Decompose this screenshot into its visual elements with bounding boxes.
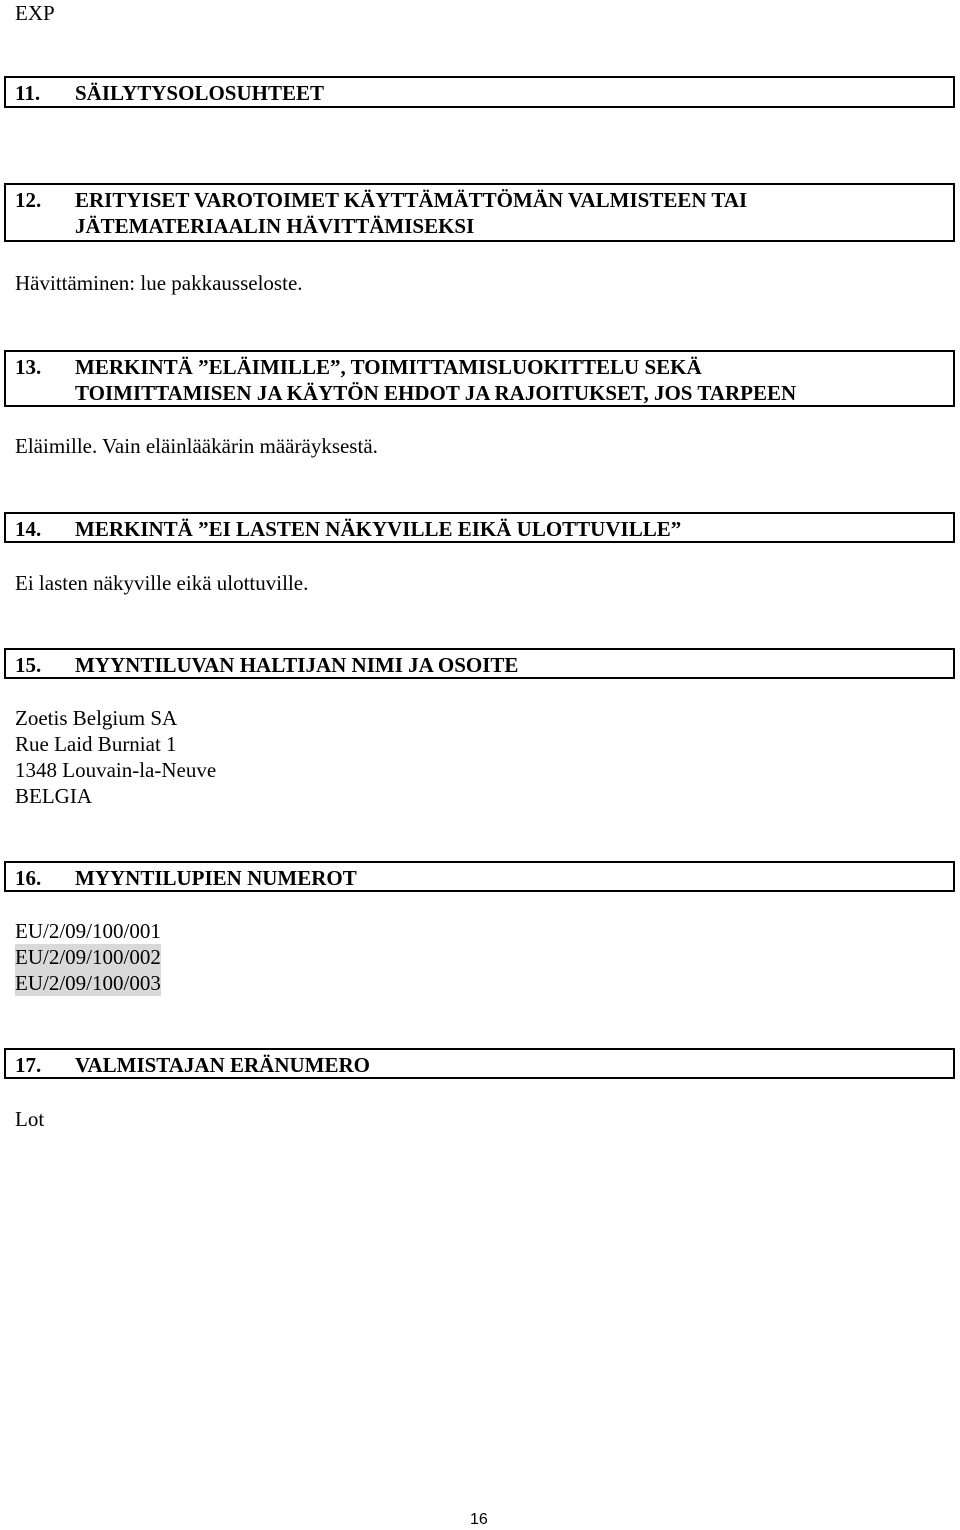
section-number: 15. <box>15 653 42 677</box>
section-13-body: Eläimille. Vain eläinlääkärin määräyksestä. <box>15 434 378 458</box>
exp-label: EXP <box>15 1 55 25</box>
section-title-line1: MERKINTÄ ”ELÄIMILLE”, TOIMITTAMISLUOKITTELU SEKÄ <box>75 355 702 379</box>
section-15-header <box>4 648 955 679</box>
section-number: 14. <box>15 517 42 541</box>
section-number: 12. <box>15 188 42 212</box>
section-11-header <box>4 76 955 108</box>
section-title: SÄILYTYSOLOSUHTEET <box>75 81 324 105</box>
section-number: 11. <box>15 81 41 105</box>
section-title-line2: TOIMITTAMISEN JA KÄYTÖN EHDOT JA RAJOITUKSET, JOS TARPEEN <box>75 381 797 405</box>
address-line-city: 1348 Louvain-la-Neuve <box>15 758 217 782</box>
section-number: 13. <box>15 355 42 379</box>
marketing-number: EU/2/09/100/003 <box>15 971 161 995</box>
section-title: MERKINTÄ ”EI LASTEN NÄKYVILLE EIKÄ ULOTTUVILLE” <box>75 517 682 541</box>
page-number: 16 <box>470 1511 488 1528</box>
address-line-country: BELGIA <box>15 784 92 808</box>
section-17-header <box>4 1048 955 1079</box>
address-line-company: Zoetis Belgium SA <box>15 706 178 730</box>
section-title: MYYNTILUPIEN NUMEROT <box>75 866 357 890</box>
marketing-number: EU/2/09/100/002 <box>15 945 161 969</box>
section-title-line1: ERITYISET VAROTOIMET KÄYTTÄMÄTTÖMÄN VALMISTEEN TAI <box>75 188 748 212</box>
section-title: MYYNTILUVAN HALTIJAN NIMI JA OSOITE <box>75 653 519 677</box>
lot-label: Lot <box>15 1107 45 1131</box>
section-number: 16. <box>15 866 42 890</box>
section-13-header <box>4 350 955 407</box>
section-number: 17. <box>15 1053 42 1077</box>
address-line-street: Rue Laid Burniat 1 <box>15 732 177 756</box>
section-16-header <box>4 861 955 892</box>
section-12-header <box>4 183 955 242</box>
marketing-number: EU/2/09/100/001 <box>15 919 161 943</box>
section-14-body: Ei lasten näkyville eikä ulottuville. <box>15 571 309 595</box>
section-title: VALMISTAJAN ERÄNUMERO <box>75 1053 370 1077</box>
section-14-header <box>4 512 955 543</box>
section-12-body: Hävittäminen: lue pakkausseloste. <box>15 271 303 295</box>
section-title-line2: JÄTEMATERIAALIN HÄVITTÄMISEKSI <box>75 214 475 238</box>
